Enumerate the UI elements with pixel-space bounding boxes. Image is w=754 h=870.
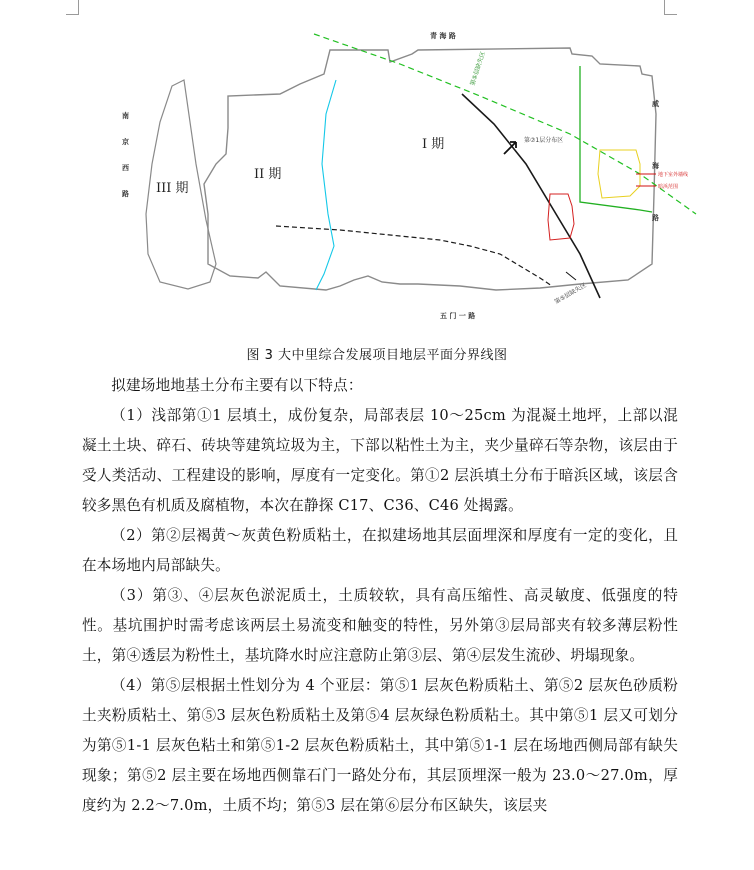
- road-label-south: 五 门 一 路: [440, 312, 476, 320]
- phase-divider-cyan: [316, 80, 336, 290]
- paragraph-intro: 拟建场地地基土分布主要有以下特点：: [111, 377, 363, 394]
- site-plan-drawing: [100, 14, 689, 336]
- road-label-north: 青 海 路: [430, 32, 456, 40]
- road-label-east-2: 海: [652, 162, 659, 170]
- page-corner-mark-left: [66, 0, 79, 15]
- road-label-west-2: 京: [122, 138, 129, 146]
- site-plan-figure: [100, 14, 689, 336]
- phase2-label: II 期: [254, 167, 282, 182]
- red-building-outline: [548, 194, 574, 240]
- road-label-east-1: 威: [652, 100, 659, 108]
- legend-label-2: 暗浜范围: [658, 184, 679, 190]
- road-label-west-1: 南: [122, 112, 129, 120]
- zone-annotation: 第⑦1层分布区: [524, 137, 564, 144]
- green-zone-outline: [580, 66, 652, 212]
- paragraph-3: （3）第③、④层灰色淤泥质土，土质较软，具有高压缩性、高灵敏度、低强度的特性。基坑围护时需考虑该两层土易流变和触变的特性，另外第③层局部夹有较多薄层粉性土，第④透层为粉性土，基坑降水时应注意防止第③层、第④层发生流砂、坍塌现象。: [82, 587, 678, 664]
- figure-caption: 图 3 大中里综合发展项目地层平面分界线图: [246, 348, 508, 363]
- lower-zone-annotation: 第⑤层缺失区: [553, 281, 588, 306]
- road-label-west-4: 路: [122, 190, 129, 198]
- black-strata-line: [462, 94, 600, 298]
- phase1-label: I 期: [422, 137, 445, 152]
- paragraph-4: （4）第⑤层根据土性划分为 4 个亚层：第⑤1 层灰色粉质粘土、第⑤2 层灰色砂质粉土夹粉质粘土、第⑤3 层灰色粉质粘土及第⑤4 层灰绿色粉质粘土。其中第⑤1 层又可划分为第⑤1-1 层灰色粘土和第⑤1-2 层灰色粉质粘土，其中第⑤1-1 层在场地西侧局部有缺失现象；第⑤2 层主要在场地西侧靠石门一路处分布，其层顶埋深一般为 23.0～27.0m，厚度约为 2.2～7.0m，土质不均；第⑤3 层在第⑥层分布区缺失，该层夹: [82, 677, 678, 814]
- yellow-outline: [598, 150, 640, 198]
- black-dashed-line: [276, 226, 552, 286]
- road-label-west-3: 西: [122, 164, 129, 172]
- legend-label-1: 地下室外墙线: [658, 172, 689, 178]
- direction-arrow-lower-icon: [566, 272, 576, 280]
- paragraph-1: （1）浅部第①1 层填土，成份复杂，局部表层 10～25cm 为混凝土地坪，上部以混凝土土块、碎石、砖块等建筑垃圾为主，下部以粘性土为主，夹少量碎石等杂物，该层由于受人类活动、工程建设的影响，厚度有一定变化。第①2 层浜填土分布于暗浜区域，该层含较多黑色有机质及腐植物，本次在静探 C17、C36、C46 处揭露。: [82, 407, 678, 514]
- upper-green-annotation: 第⑤层缺失区: [469, 50, 487, 87]
- paragraph-2: （2）第②层褐黄～灰黄色粉质粘土，在拟建场地其层面埋深和厚度有一定的变化，且在本场地内局部缺失。: [82, 527, 678, 574]
- body-text: [82, 371, 678, 821]
- road-label-east-3: 路: [652, 214, 659, 222]
- phase3-label: III 期: [156, 181, 189, 196]
- page-corner-mark-right: [664, 0, 677, 15]
